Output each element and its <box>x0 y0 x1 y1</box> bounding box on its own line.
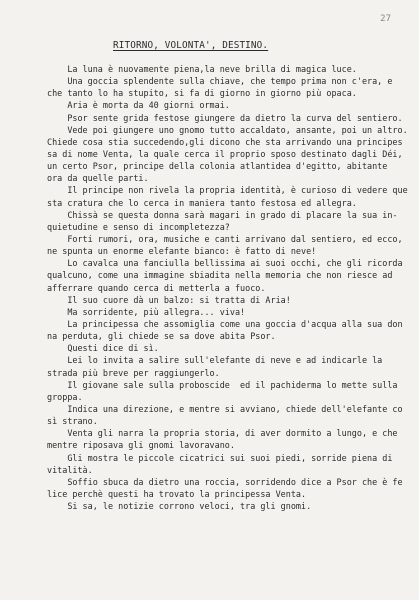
text-line: Gli mostra le piccole cicatrici sui suoi piedi, sorride piena di <box>47 452 393 463</box>
text-line: strada più breve per raggiungerlo. <box>47 367 220 378</box>
text-line: sa di nome Venta, la quale cerca il proprio sposo destinato dagli Déi, <box>47 148 403 159</box>
text-line: che tanto lo ha stupito, si fa di giorno in giorno più opaca. <box>47 88 357 99</box>
text-line: La principessa che assomiglia come una goccia d'acqua alla sua don <box>47 318 403 329</box>
text-line: Lei lo invita a salire sull'elefante di neve e ad indicarle la <box>47 355 383 366</box>
text-line: Chiede cosa stia succedendo,gli dicono che sta arrivando una principes <box>47 136 403 147</box>
text-line: Questi dice di sì. <box>47 343 159 354</box>
document-title: RITORNO, VOLONTA', DESTINO. <box>113 40 269 51</box>
page-number: 27 <box>380 14 391 24</box>
text-line: La luna è nuovamente piena,la neve brilla di magica luce. <box>47 64 357 74</box>
text-line: mentre riposava gli gnomi lavoravano. <box>47 440 235 451</box>
text-line: Venta gli narra la propria storia, di aver dormito a lungo, e che <box>47 428 398 439</box>
text-line: Indica una direzione, e mentre si avviano, chiede dell'elefante co <box>47 403 403 414</box>
text-line: ora da quelle parti. <box>47 173 149 184</box>
text-line: Ma sorridente, più allegra... viva! <box>47 306 246 317</box>
text-line: Chissà se questa donna sarà magari in grado di placare la sua in- <box>47 209 398 220</box>
text-line: Il suo cuore dà un balzo: si tratta di Aria! <box>47 294 291 305</box>
text-line: Aria è morta da 40 giorni ormai. <box>47 100 230 111</box>
text-line: Il principe non rivela la propria identità, è curioso di vedere que <box>47 185 408 196</box>
text-line: groppa. <box>47 391 83 402</box>
text-line: Psor sente grida festose giungere da dietro la curva del sentiero. <box>47 112 403 123</box>
text-line: sì strano. <box>47 416 98 427</box>
text-line: vitalità. <box>47 464 93 475</box>
text-line: Vede poi giungere uno gnomo tutto accaldato, ansante, poi un altro. <box>47 124 408 135</box>
text-line: Lo cavalca una fanciulla bellissima ai suoi occhi, che gli ricorda <box>47 258 403 269</box>
text-line: na perduta, gli chiede se sa dove abita Psor. <box>47 331 276 342</box>
text-line: Soffio sbuca da dietro una roccia, sorridendo dice a Psor che è fe <box>47 476 403 487</box>
text-line: afferrare quando cerca di metterla a fuoco. <box>47 282 266 293</box>
text-line: un certo Psor, principe della colonia atlantidea d'egitto, abitante <box>47 161 388 172</box>
text-line: Una goccia splendente sulla chiave, che tempo prima non c'era, e <box>47 76 393 87</box>
text-line: ne spunta un enorme elefante bianco: è fatto di neve! <box>47 246 317 257</box>
text-line: sta cratura che lo cerca in maniera tanto festosa ed allegra. <box>47 197 357 208</box>
text-line: Forti rumori, ora, musiche e canti arrivano dal sentiero, ed ecco, <box>47 233 403 244</box>
body-text <box>47 63 409 512</box>
text-line: lice perchè questi ha trovato la principessa Venta. <box>47 488 307 499</box>
text-line: Il giovane sale sulla proboscide ed il pachiderma lo mette sulla <box>47 379 398 390</box>
text-line: qualcuno, come una immagine sbiadita nella memoria che non riesce ad <box>47 270 393 281</box>
text-line: quietudine e senso di incompletezza? <box>47 221 230 232</box>
text-line: Si sa, le notizie corrono veloci, tra gli gnomi. <box>47 501 312 512</box>
